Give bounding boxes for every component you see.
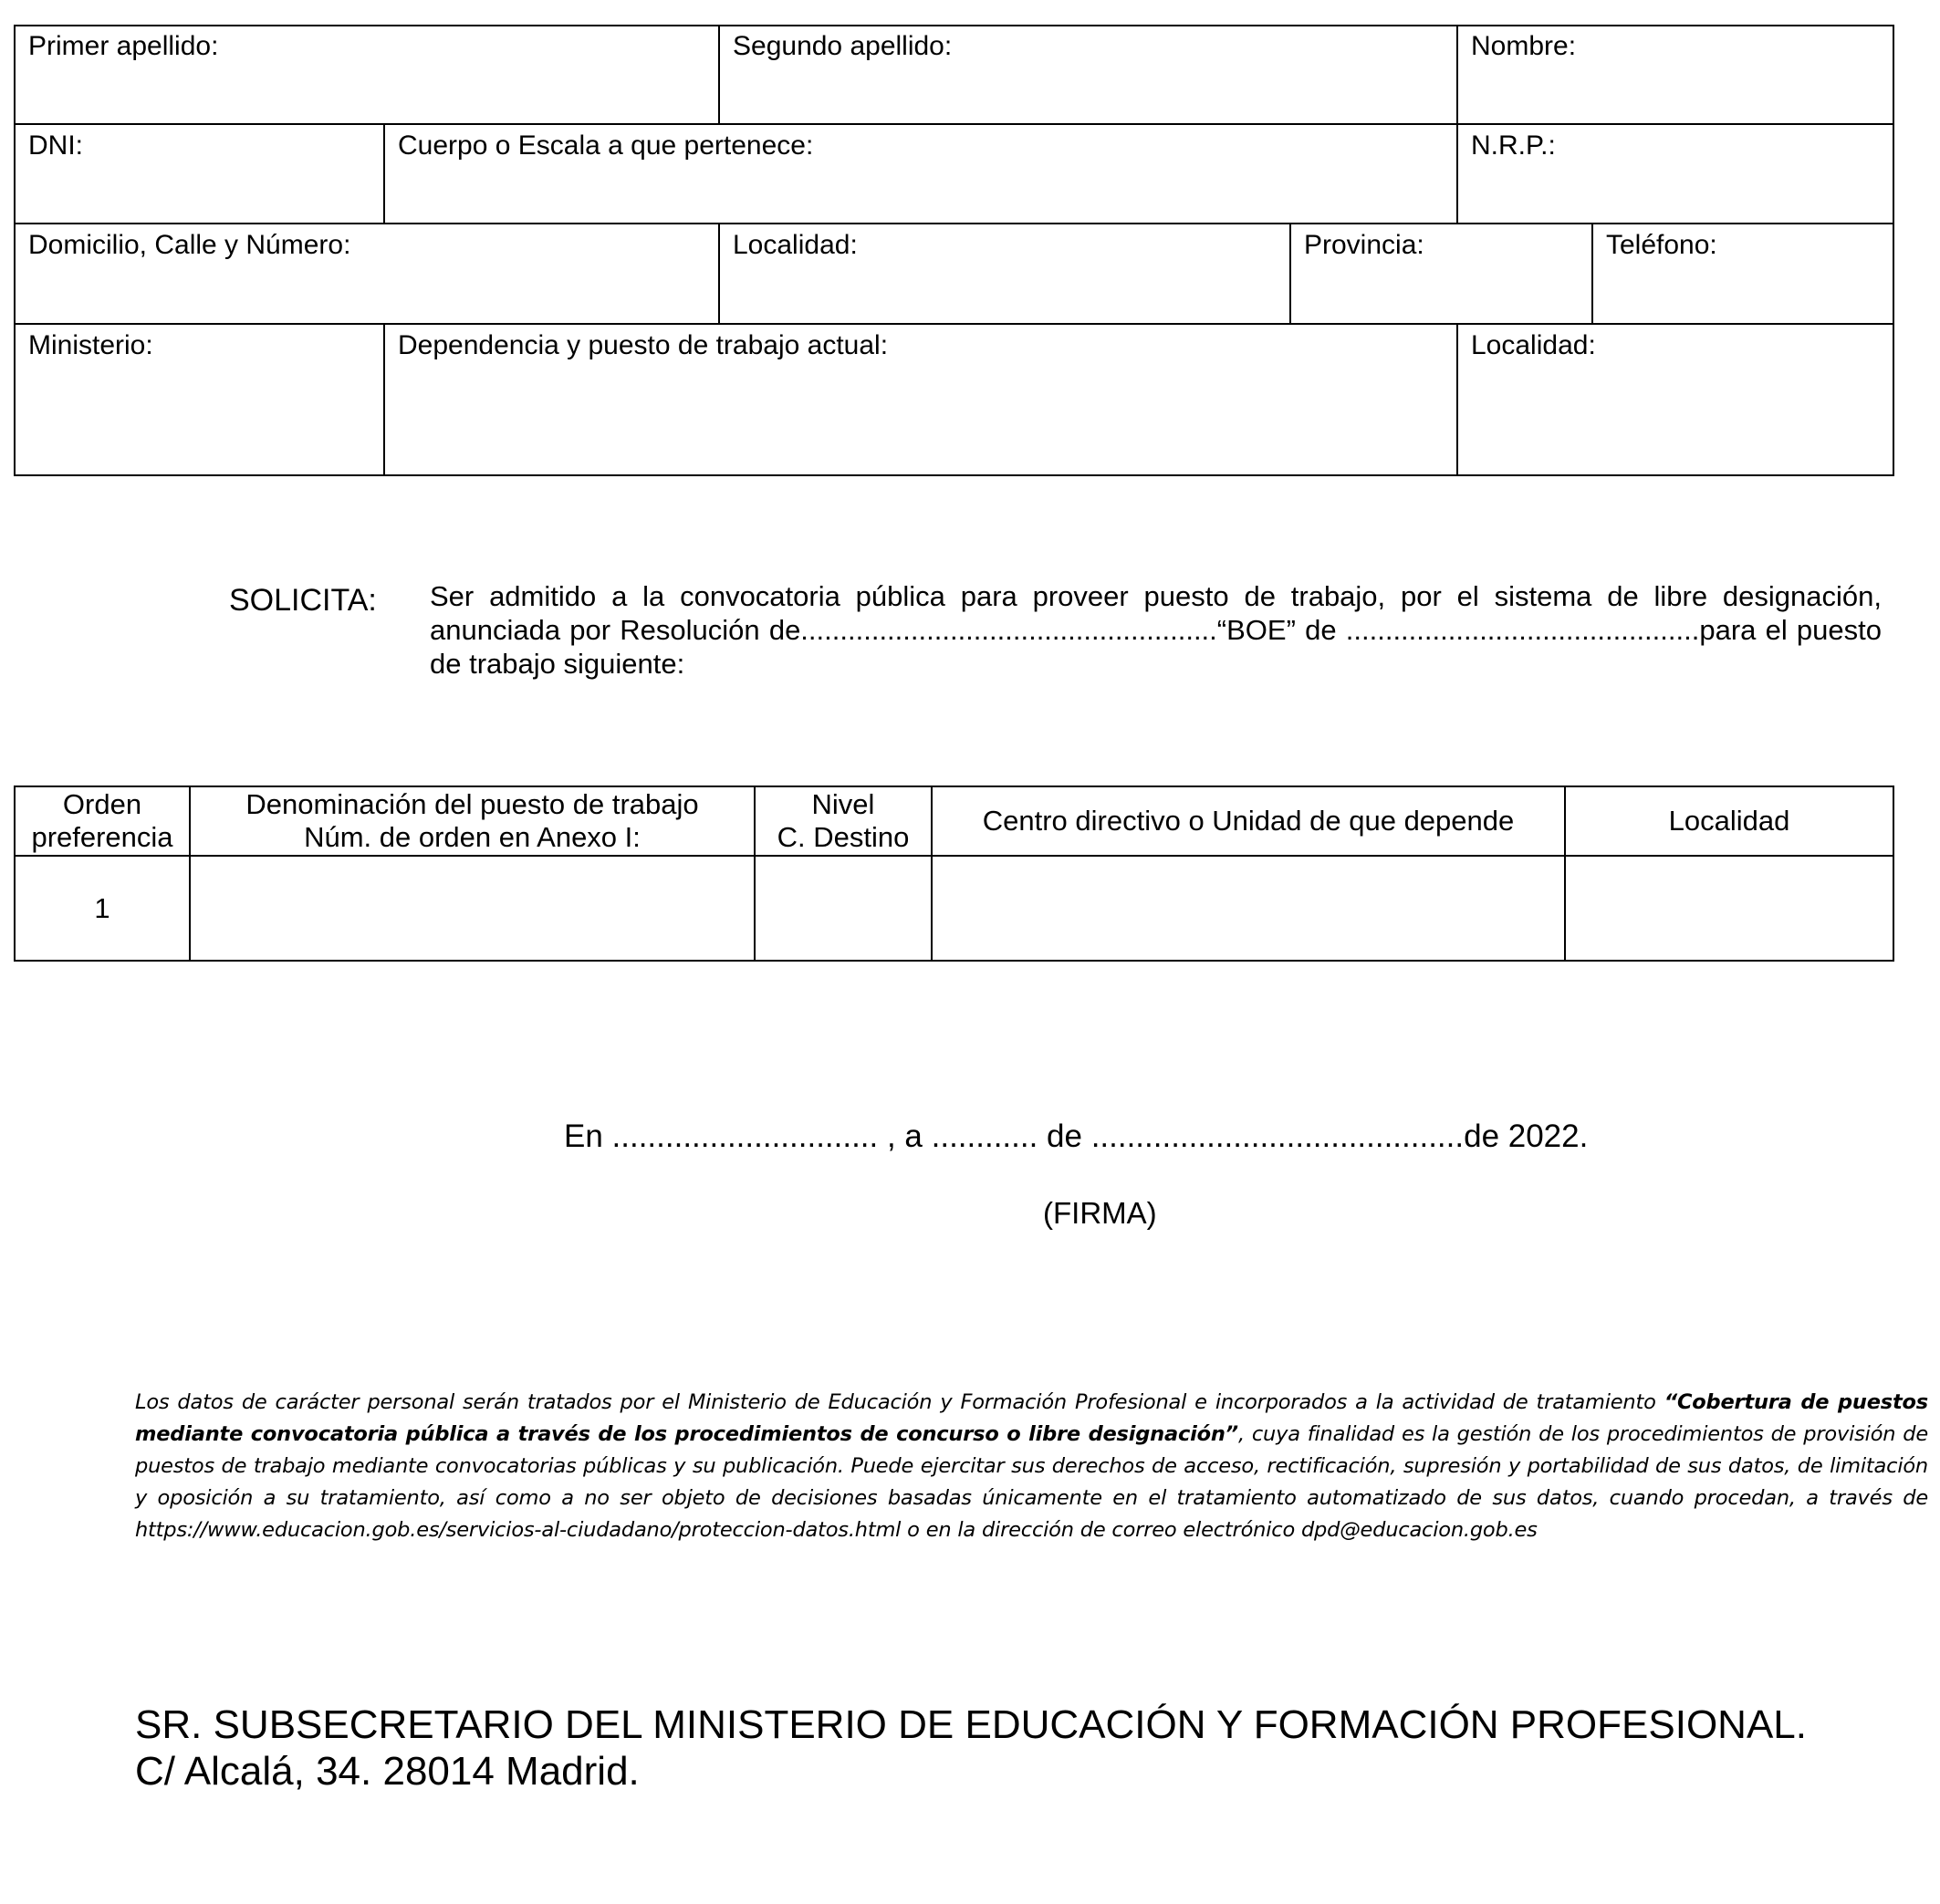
positions-table xyxy=(14,786,1894,962)
privacy-activity-name: “Cobertura de puestos mediante convocatoria pública a través de los procedimientos de concurso o libre designación” xyxy=(135,1390,1928,1446)
addressee-line2: C/ Alcalá, 34. 28014 Madrid. xyxy=(135,1749,640,1794)
privacy-intro: Los datos de carácter personal serán tratados por el Ministerio de Educación y Formación Profesional e incorporados a la actividad de tratamiento xyxy=(135,1390,1664,1414)
header-nivel xyxy=(756,787,931,855)
form-divider xyxy=(14,123,1894,125)
field-nrp[interactable]: N.R.P.: xyxy=(1471,130,1556,161)
cell-orden[interactable]: 1 xyxy=(94,891,110,924)
form-divider xyxy=(1591,223,1593,324)
form-divider xyxy=(383,123,385,224)
field-provincia[interactable]: Provincia: xyxy=(1304,230,1424,260)
header-orden-line1: Orden xyxy=(62,788,142,820)
field-nombre[interactable]: Nombre: xyxy=(1471,31,1577,61)
solicita-label: SOLICITA: xyxy=(229,583,377,618)
field-segundo-apellido[interactable]: Segundo apellido: xyxy=(733,31,953,61)
header-denominacion-line2: Núm. de orden en Anexo I: xyxy=(304,821,641,853)
form-divider xyxy=(718,25,720,124)
firma-label: (FIRMA) xyxy=(1043,1196,1157,1230)
header-localidad xyxy=(1566,787,1893,855)
cell-nivel[interactable] xyxy=(756,857,931,960)
form-divider xyxy=(718,223,720,324)
header-nivel-line2: C. Destino xyxy=(777,821,910,853)
personal-data-form xyxy=(14,25,1894,476)
form-divider xyxy=(1456,323,1458,476)
header-localidad-label: Localidad xyxy=(1668,805,1790,837)
field-telefono[interactable]: Teléfono: xyxy=(1606,230,1717,260)
field-localidad-actual[interactable]: Localidad: xyxy=(1471,330,1596,360)
form-divider xyxy=(383,323,385,476)
privacy-notice xyxy=(135,1387,1928,1546)
field-primer-apellido[interactable]: Primer apellido: xyxy=(28,31,219,61)
field-dependencia[interactable]: Dependencia y puesto de trabajo actual: xyxy=(398,330,889,360)
field-ministerio[interactable]: Ministerio: xyxy=(28,330,153,360)
form-divider xyxy=(14,223,1894,224)
form-divider xyxy=(1456,25,1458,224)
header-nivel-line1: Nivel xyxy=(811,788,875,820)
field-dni[interactable]: DNI: xyxy=(28,130,83,161)
header-orden-line2: preferencia xyxy=(31,821,173,853)
header-denominacion xyxy=(191,787,754,855)
field-cuerpo-escala[interactable]: Cuerpo o Escala a que pertenece: xyxy=(398,130,814,161)
solicita-text: Ser admitido a la convocatoria pública para proveer puesto de trabajo, por el sistema de libre designación, anunciada por Resolución de.....................................................“BOE” de .............................................para el puesto de trabajo siguiente: xyxy=(430,580,1882,680)
cell-denominacion[interactable] xyxy=(191,857,754,960)
cell-centro[interactable] xyxy=(933,857,1564,960)
cell-localidad[interactable] xyxy=(1566,857,1893,960)
header-centro-directivo xyxy=(933,787,1564,855)
form-divider xyxy=(14,323,1894,325)
privacy-rest: , cuya finalidad es la gestión de los procedimientos de provisión de puestos de trabajo mediante convocatorias públicas y su publicación. Puede ejercitar sus derechos de acceso, rectificación, supresión y portabilidad de sus datos, de limitación y oposición a su tratamiento, así como a no ser objeto de decisiones basadas únicamente en el tratamiento automatizado de sus datos, cuando procedan, a través de https://www.educacion.gob.es/servicios-al-ciudadano/proteccion-datos.html o en la dirección de correo electrónico dpd@educacion.gob.es xyxy=(135,1422,1928,1542)
header-orden-preferencia xyxy=(16,787,189,855)
field-domicilio[interactable]: Domicilio, Calle y Número: xyxy=(28,230,351,260)
header-denominacion-line1: Denominación del puesto de trabajo xyxy=(245,788,699,820)
field-localidad[interactable]: Localidad: xyxy=(733,230,858,260)
addressee-line1: SR. SUBSECRETARIO DEL MINISTERIO DE EDUCACIÓN Y FORMACIÓN PROFESIONAL. xyxy=(135,1702,1807,1747)
form-divider xyxy=(1289,223,1291,324)
header-centro-label: Centro directivo o Unidad de que depende xyxy=(982,805,1515,837)
place-date-line[interactable]: En .............................. , a ............ de ..........................................de 2022. xyxy=(564,1118,1589,1154)
